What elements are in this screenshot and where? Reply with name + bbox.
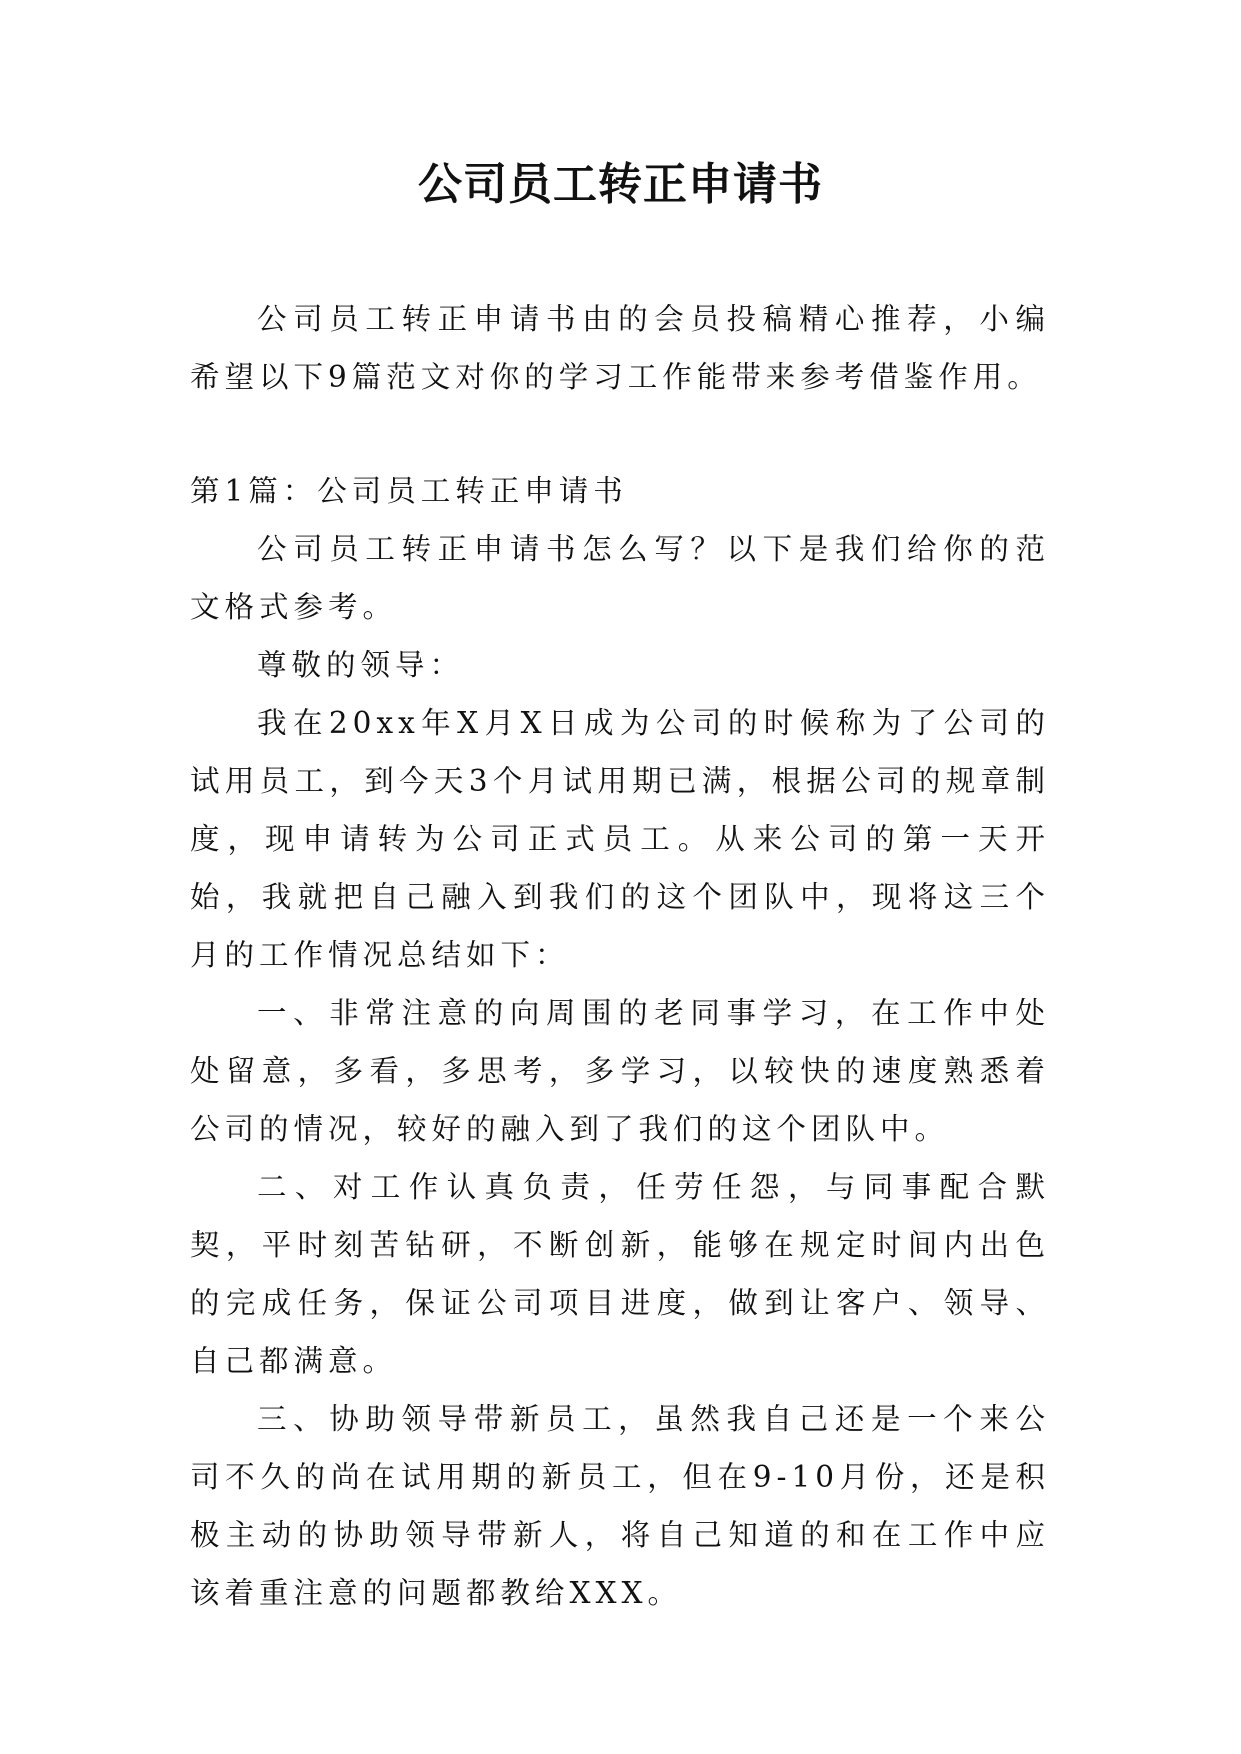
document-title: 公司员工转正申请书: [418, 159, 823, 210]
body-paragraph: 公司员工转正申请书怎么写？以下是我们给你的范文格式参考。: [190, 532, 1050, 624]
body-paragraph: 一、非常注意的向周围的老同事学习，在工作中处处留意，多看，多思考，多学习，以较快的速度熟悉着公司的情况，较好的融入到了我们的这个团队中。: [190, 996, 1050, 1146]
section-heading: 第1篇：公司员工转正申请书: [190, 474, 628, 508]
intro-paragraph: 公司员工转正申请书由的会员投稿精心推荐，小编希望以下9篇范文对你的学习工作能带来参考借鉴作用。: [190, 302, 1050, 394]
body-paragraph: 二、对工作认真负责，任劳任怨，与同事配合默契，平时刻苦钻研，不断创新，能够在规定时间内出色的完成任务，保证公司项目进度，做到让客户、领导、自己都满意。: [190, 1170, 1050, 1378]
body-paragraph: 我在20xx年X月X日成为公司的时候称为了公司的试用员工，到今天3个月试用期已满，根据公司的规章制度，现申请转为公司正式员工。从来公司的第一天开始，我就把自己融入到我们的这个团队中，现将这三个月的工作情况总结如下：: [190, 706, 1050, 972]
salutation: 尊敬的领导：: [257, 648, 465, 682]
document-body: [190, 290, 1050, 1622]
body-paragraph: 三、协助领导带新员工，虽然我自己还是一个来公司不久的尚在试用期的新员工，但在9-10月份，还是积极主动的协助领导带新人，将自己知道的和在工作中应该着重注意的问题都教给XXX。: [190, 1402, 1050, 1610]
